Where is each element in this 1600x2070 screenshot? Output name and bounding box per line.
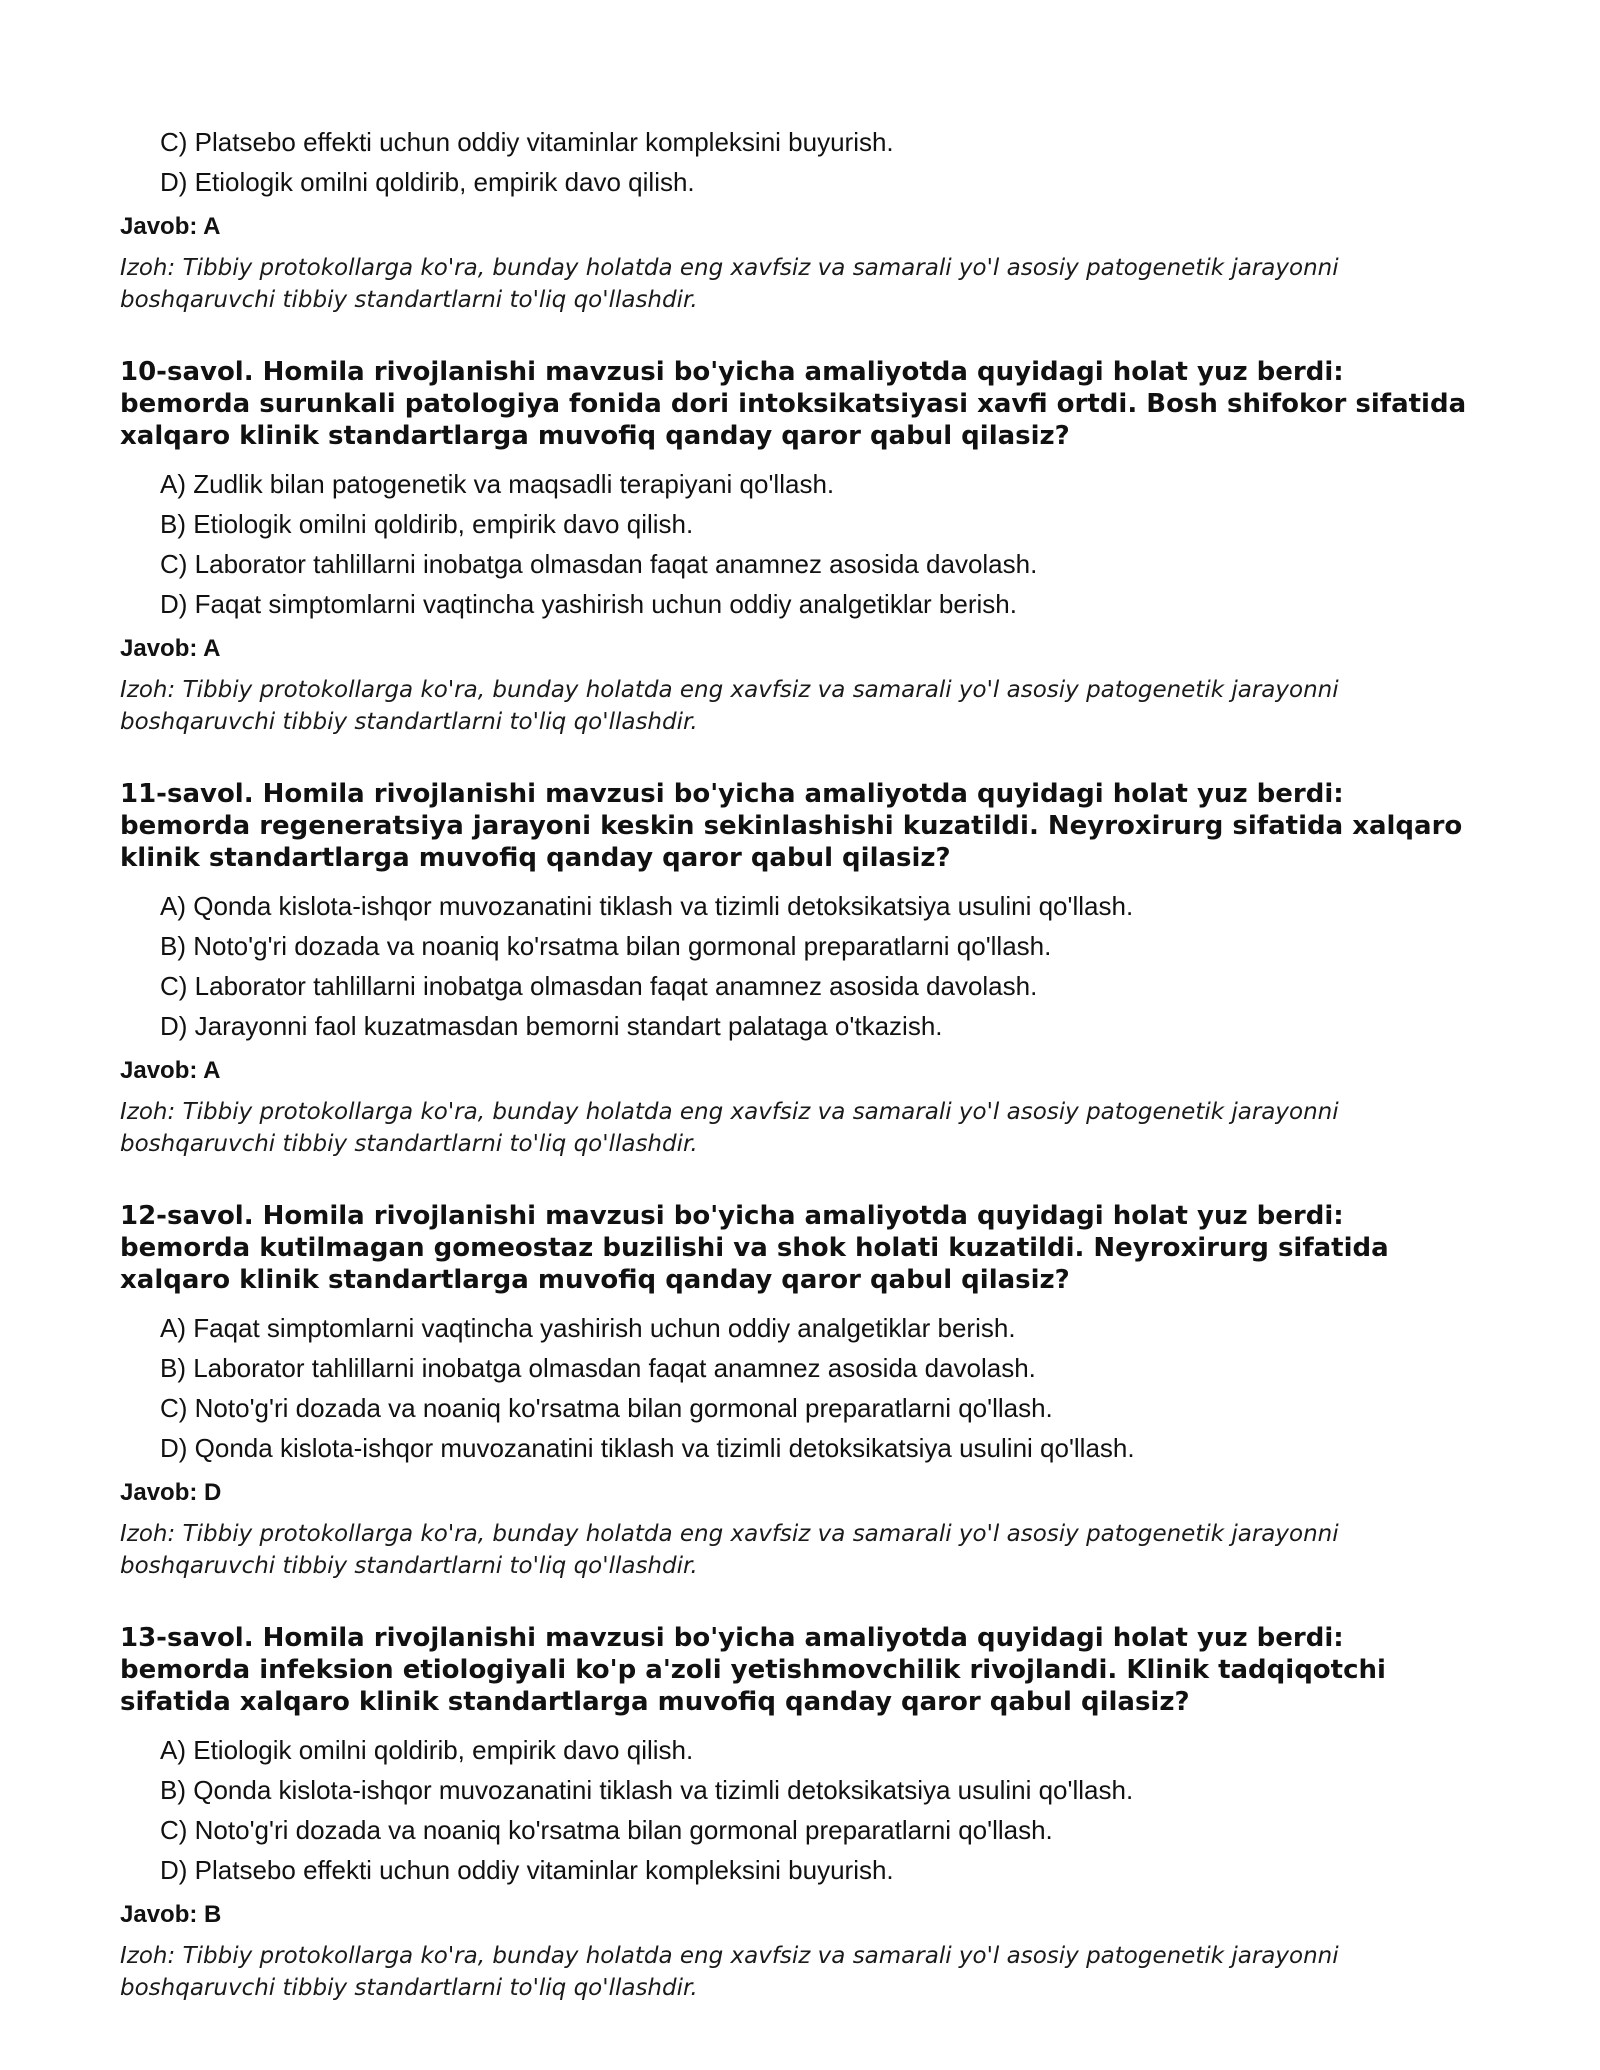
option-b: B) Etiologik omilni qoldirib, empirik davo qilish. (160, 509, 694, 539)
option-d: D) Etiologik omilni qoldirib, empirik davo qilish. (160, 167, 695, 197)
answer-label: Javob: B (120, 1901, 222, 1928)
question-12 (120, 1200, 1480, 1582)
answer-label: Javob: A (120, 635, 221, 662)
option-a: A) Zudlik bilan patogenetik va maqsadli terapiyani qo'llash. (160, 469, 835, 499)
option-d: D) Qonda kislota-ishqor muvozanatini tiklash va tizimli detoksikatsiya usulini qo'llash. (160, 1433, 1135, 1463)
question-title: 11-savol. Homila rivojlanishi mavzusi bo'yicha amaliyotda quyidagi holat yuz berdi: bemorda regeneratsiya jarayoni keskin sekinlashishi kuzatildi. Neyroxirurg sifatida xalqaro klinik standartlarga muvofiq qanday qaror qabul qilasiz? (120, 779, 1463, 873)
option-b: B) Qonda kislota-ishqor muvozanatini tiklash va tizimli detoksikatsiya usulini qo'llash. (160, 1775, 1134, 1805)
explanation-note: Izoh: Tibbiy protokollarga ko'ra, bunday holatda eng xavfsiz va samarali yo'l asosiy patogenetik jarayonni boshqaruvchi tibbiy standartlarni to'liq qo'llashdir. (120, 255, 1339, 313)
option-c: C) Noto'g'ri dozada va noaniq ko'rsatma bilan gormonal preparatlarni qo'llash. (160, 1815, 1053, 1845)
option-c: C) Laborator tahlillarni inobatga olmasdan faqat anamnez asosida davolash. (160, 549, 1038, 579)
option-b: B) Noto'g'ri dozada va noaniq ko'rsatma bilan gormonal preparatlarni qo'llash. (160, 931, 1052, 961)
question-9-continuation (120, 122, 1480, 316)
option-d: D) Jarayonni faol kuzatmasdan bemorni standart palataga o'tkazish. (160, 1011, 943, 1041)
option-a: A) Etiologik omilni qoldirib, empirik davo qilish. (160, 1735, 694, 1765)
question-title: 12-savol. Homila rivojlanishi mavzusi bo'yicha amaliyotda quyidagi holat yuz berdi: bemorda kutilmagan gomeostaz buzilishi va shok holati kuzatildi. Neyroxirurg sifatida xalqaro klinik standartlarga muvofiq qanday qaror qabul qilasiz? (120, 1201, 1389, 1295)
question-10 (120, 356, 1480, 738)
option-c: C) Platsebo effekti uchun oddiy vitaminlar kompleksini buyurish. (160, 127, 894, 157)
option-a: A) Faqat simptomlarni vaqtincha yashirish uchun oddiy analgetiklar berish. (160, 1313, 1016, 1343)
option-c: C) Laborator tahlillarni inobatga olmasdan faqat anamnez asosida davolash. (160, 971, 1038, 1001)
answer-label: Javob: A (120, 1057, 221, 1084)
question-13 (120, 1622, 1480, 2004)
option-d: D) Platsebo effekti uchun oddiy vitaminlar kompleksini buyurish. (160, 1855, 894, 1885)
answer-label: Javob: A (120, 213, 221, 240)
explanation-note: Izoh: Tibbiy protokollarga ko'ra, bunday holatda eng xavfsiz va samarali yo'l asosiy patogenetik jarayonni boshqaruvchi tibbiy standartlarni to'liq qo'llashdir. (120, 1099, 1339, 1157)
explanation-note: Izoh: Tibbiy protokollarga ko'ra, bunday holatda eng xavfsiz va samarali yo'l asosiy patogenetik jarayonni boshqaruvchi tibbiy standartlarni to'liq qo'llashdir. (120, 1521, 1339, 1579)
question-title: 10-savol. Homila rivojlanishi mavzusi bo'yicha amaliyotda quyidagi holat yuz berdi: bemorda surunkali patologiya fonida dori intoksikatsiyasi xavfi ortdi. Bosh shifokor sifatida xalqaro klinik standartlarga muvofiq qanday qaror qabul qilasiz? (120, 357, 1467, 451)
answer-label: Javob: D (120, 1479, 222, 1506)
option-d: D) Faqat simptomlarni vaqtincha yashirish uchun oddiy analgetiklar berish. (160, 589, 1017, 619)
question-11 (120, 778, 1480, 1160)
option-b: B) Laborator tahlillarni inobatga olmasdan faqat anamnez asosida davolash. (160, 1353, 1036, 1383)
option-c: C) Noto'g'ri dozada va noaniq ko'rsatma bilan gormonal preparatlarni qo'llash. (160, 1393, 1053, 1423)
explanation-note: Izoh: Tibbiy protokollarga ko'ra, bunday holatda eng xavfsiz va samarali yo'l asosiy patogenetik jarayonni boshqaruvchi tibbiy standartlarni to'liq qo'llashdir. (120, 677, 1339, 735)
explanation-note: Izoh: Tibbiy protokollarga ko'ra, bunday holatda eng xavfsiz va samarali yo'l asosiy patogenetik jarayonni boshqaruvchi tibbiy standartlarni to'liq qo'llashdir. (120, 1943, 1339, 2001)
option-a: A) Qonda kislota-ishqor muvozanatini tiklash va tizimli detoksikatsiya usulini qo'llash. (160, 891, 1134, 921)
document-page (120, 122, 1480, 2004)
question-title: 13-savol. Homila rivojlanishi mavzusi bo'yicha amaliyotda quyidagi holat yuz berdi: bemorda infeksion etiologiyali ko'p a'zoli yetishmovchilik rivojlandi. Klinik tadqiqotchi sifatida xalqaro klinik standartlarga muvofiq qanday qaror qabul qilasiz? (120, 1623, 1386, 1717)
